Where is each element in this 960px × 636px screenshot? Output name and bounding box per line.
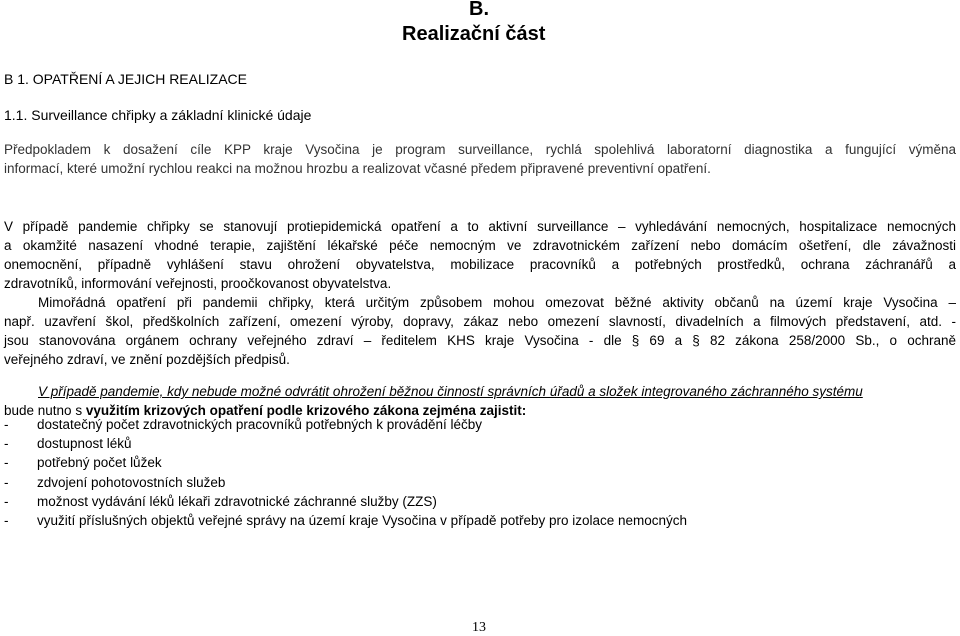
paragraph-surveillance-line-2: informací, které umožní rychlou reakci na možnou hrozbu a realizovat včasné předem připravené preventivní opatření. bbox=[4, 161, 711, 176]
list-item bbox=[4, 415, 956, 434]
list-item bbox=[4, 434, 956, 453]
section-heading: B 1. OPATŘENÍ A JEJICH REALIZACE bbox=[4, 71, 247, 87]
crisis-bold-text: využitím krizových opatření podle krizového zákona zejména zajistit: bbox=[85, 403, 527, 418]
paragraph-line: a okamžité nasazení vhodné terapie, zajištění lékařské péče nemocným ve zdravotnickém zařízení nebo domácím ošetření, dle závažnosti bbox=[4, 238, 956, 253]
list-item bbox=[4, 453, 956, 472]
list-item bbox=[4, 473, 956, 492]
paragraph-pandemic-measures bbox=[4, 217, 956, 369]
underlined-condition: V případě pandemie, kdy nebude možné odvrátit ohrožení běžnou činností správních úřadů a složek integrovaného záchranného systému bbox=[38, 384, 863, 399]
list-dash: - bbox=[4, 493, 9, 509]
paragraph-line: jsou stanovována orgánem ochrany veřejného zdraví – ředitelem KHS kraje Vysočina - dle § 69 a § 82 zákona 258/2000 Sb., o ochraně bbox=[4, 333, 956, 348]
list-dash: - bbox=[4, 512, 9, 528]
list-item bbox=[4, 511, 956, 530]
list-item-text: dostupnost léků bbox=[37, 436, 132, 452]
list-dash: - bbox=[4, 436, 9, 452]
paragraph-line: zdravotníků, informování veřejnosti, proočkovanost obyvatelstva. bbox=[4, 276, 392, 291]
paragraph-line: onemocnění, případně vyhlášení stavu ohrožení obyvatelstva, mobilizace pracovníků a potřebných prostředků, ochrana záchranářů a bbox=[4, 257, 956, 272]
part-letter: B. bbox=[469, 0, 489, 20]
paragraph-line: např. uzavření škol, předškolních zařízení, omezení výroby, dopravy, zákaz nebo omezení slavností, divadelních a filmových představení, atd. - bbox=[4, 314, 956, 329]
paragraph-line: V případě pandemie chřipky se stanovují protiepidemická opatření a to aktivní surveillance – vyhledávání nemocných, hospitalizace nemocných bbox=[4, 219, 956, 234]
list-dash: - bbox=[4, 417, 9, 432]
list-item-text: využití příslušných objektů veřejné správy na území kraje Vysočina v případě potřeby pro izolace nemocných bbox=[37, 512, 688, 528]
list-item-text: dostatečný počet zdravotnických pracovníků potřebných k provádění léčby bbox=[37, 417, 482, 432]
part-title: Realizační část bbox=[402, 23, 546, 45]
list-item-text: zdvojení pohotovostních služeb bbox=[37, 474, 226, 490]
crisis-lead-text: bude nutno s bbox=[4, 403, 86, 418]
list-item bbox=[4, 492, 956, 511]
paragraph-line: veřejného zdraví, ve znění pozdějších předpisů. bbox=[4, 352, 290, 367]
list-dash: - bbox=[4, 474, 9, 490]
list-dash: - bbox=[4, 455, 9, 471]
list-item-text: potřebný počet lůžek bbox=[37, 455, 162, 471]
page-number: 13 bbox=[472, 620, 486, 635]
paragraph-surveillance-line-1: Předpokladem k dosažení cíle KPP kraje Vysočina je program surveillance, rychlá spolehlivá laboratorní diagnostika a fungující výměna bbox=[4, 142, 956, 157]
subsection-heading: 1.1. Surveillance chřipky a základní klinické údaje bbox=[4, 107, 312, 123]
measures-list bbox=[4, 415, 956, 530]
list-item-text: možnost vydávání léků lékaři zdravotnické záchranné služby (ZZS) bbox=[37, 493, 437, 509]
paragraph-line: Mimořádná opatření při pandemii chřipky, která určitým způsobem mohou omezovat běžné aktivity občanů na území kraje Vysočina – bbox=[38, 295, 956, 310]
